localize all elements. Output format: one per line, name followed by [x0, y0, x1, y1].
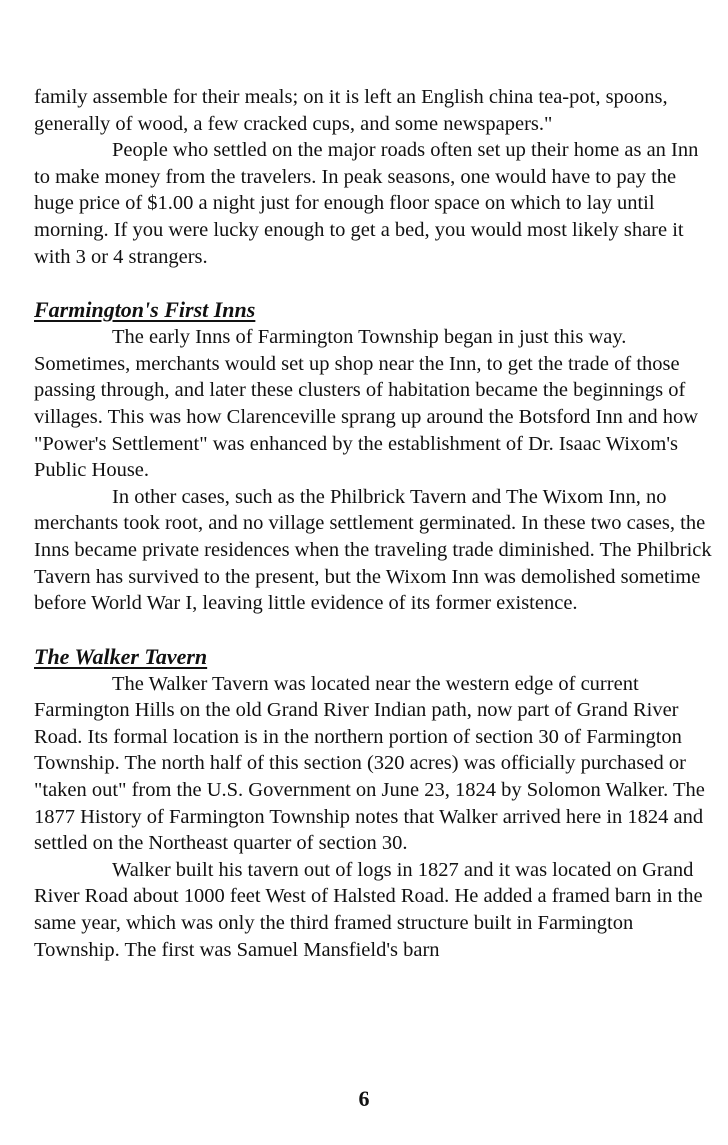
section-heading-first-inns: Farmington's First Inns	[34, 297, 256, 323]
section-heading-walker-tavern: The Walker Tavern	[34, 643, 208, 669]
paragraph-walker-location: The Walker Tavern was located near the western edge of current Farmington Hills on the old Grand River Indian path, now part of Grand River Road. Its formal location is in the northern portion of section 30 of Farmington Township. The north half of this section (320 acres) was officially purchased or "taken out" from the U.S. Government on June 23, 1824 by Solomon Walker. The 1877 History of Farmington Township notes that Walker arrived here in 1824 and settled on the Northeast quarter of section 30.	[34, 672, 705, 855]
paragraph-early-inns: The early Inns of Farmington Township began in just this way. Sometimes, merchants would set up shop near the Inn, to get the trade of those passing through, and later these clusters of habitation became the beginnings of villages. This was how Clarenceville sprang up around the Botsford Inn and how "Power's Settlement" was enhanced by the establishment of Dr. Isaac Wixom's Public House.	[34, 326, 699, 482]
paragraph-continuation: family assemble for their meals; on it is left an English china tea-pot, spoons, generally of wood, a few cracked cups, and some newspapers."	[34, 86, 668, 135]
page-body	[34, 84, 714, 963]
page-number: 6	[358, 1086, 370, 1111]
paragraph-walker-built: Walker built his tavern out of logs in 1827 and it was located on Grand River Road about 1000 feet West of Halsted Road. He added a framed barn in the same year, which was only the third framed structure built in Farmington Township. The first was Samuel Mansfield's barn	[34, 858, 703, 961]
paragraph-other-cases: In other cases, such as the Philbrick Tavern and The Wixom Inn, no merchants took root, and no village settlement germinated. In these two cases, the Inns became private residences when the traveling trade diminished. The Philbrick Tavern has survived to the present, but the Wixom Inn was demolished sometime before World War I, leaving little evidence of its former existence.	[34, 485, 712, 615]
paragraph-roadside-inns: People who settled on the major roads often set up their home as an Inn to make money from the travelers. In peak seasons, one would have to pay the huge price of $1.00 a night just for enough floor space on which to lay until morning. If you were lucky enough to get a bed, you would most likely share it with 3 or 4 strangers.	[34, 139, 699, 268]
